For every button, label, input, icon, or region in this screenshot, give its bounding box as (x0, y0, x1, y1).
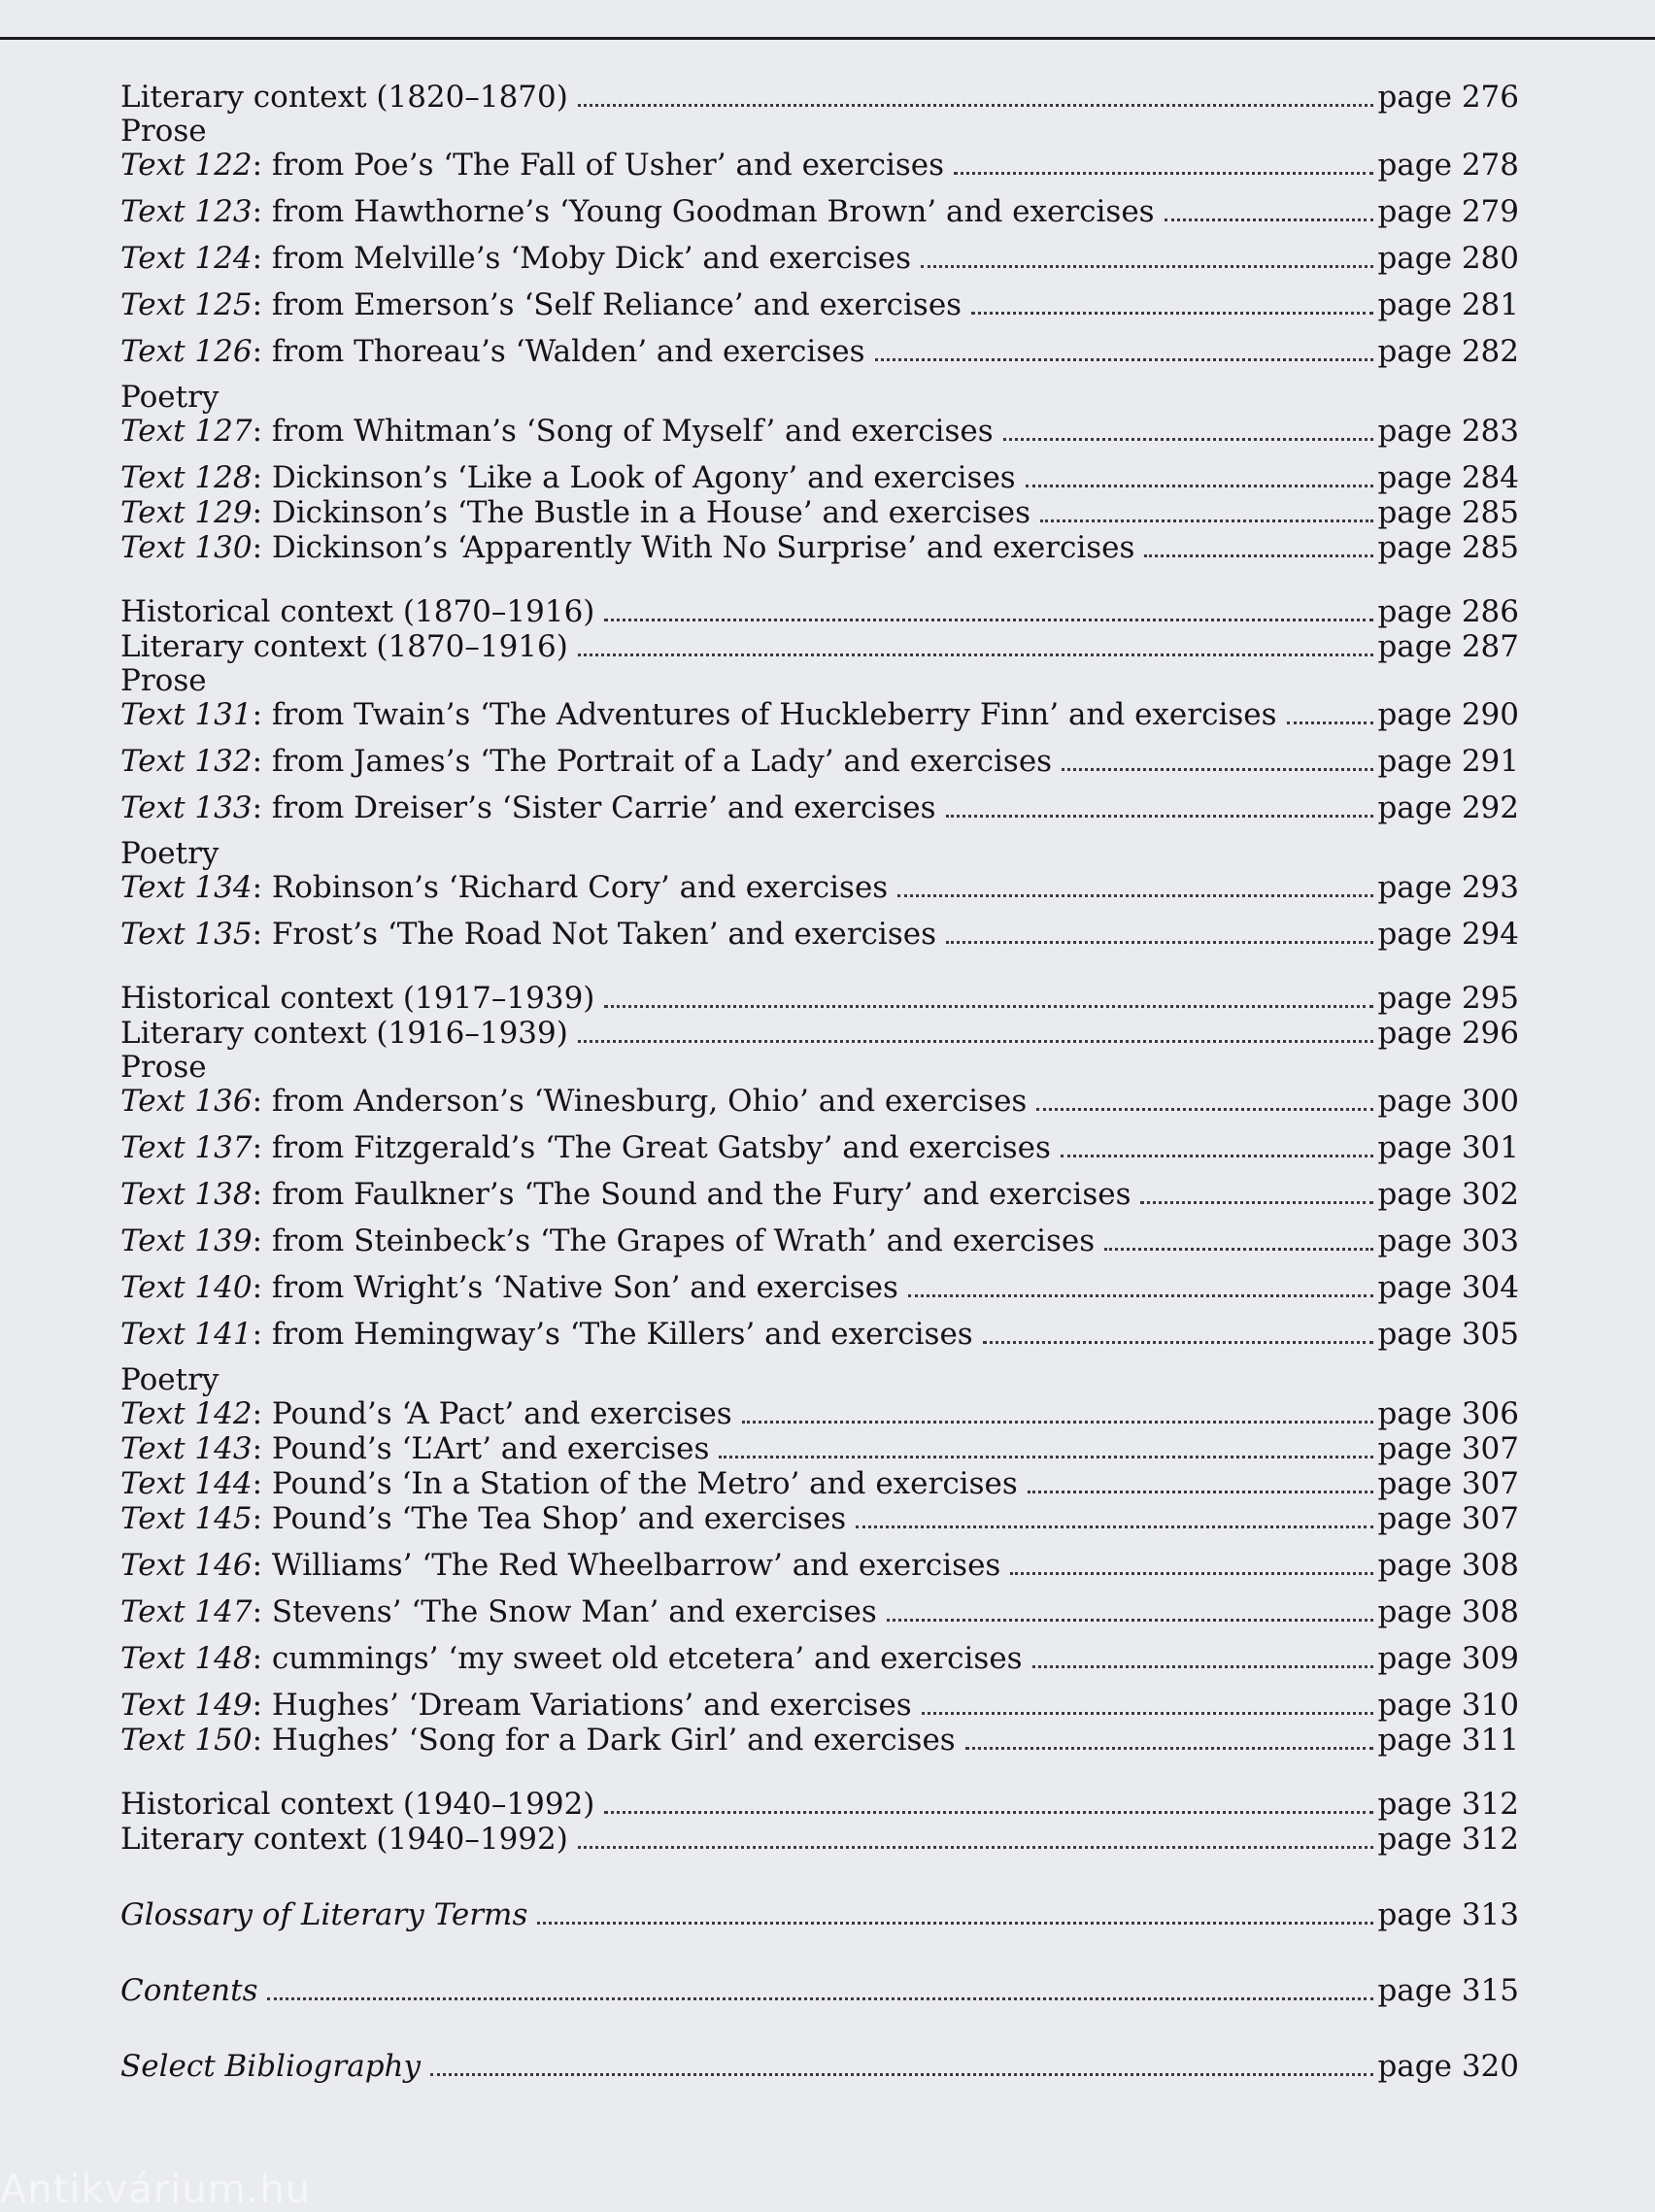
page-number: page 300 (1377, 1084, 1519, 1119)
entry-label: Literary context (1870–1916) (120, 629, 568, 664)
toc-entry-text-139[interactable] (120, 1223, 1519, 1258)
page-number: page 312 (1377, 1787, 1519, 1822)
entry-title (120, 495, 1030, 530)
text-number: Text 147 (120, 1594, 253, 1629)
entry-description: : Pound’s ‘The Tea Shop’ and exercises (252, 1501, 847, 1536)
dot-leader (604, 619, 1373, 621)
toc-entry-text-128[interactable] (120, 460, 1519, 495)
entry-title (120, 334, 865, 369)
entry-title (120, 194, 1155, 229)
page-number: page 295 (1377, 981, 1519, 1016)
dot-leader (921, 265, 1373, 268)
entry-label: Select Bibliography (120, 2049, 422, 2084)
entry-description: : cummings’ ‘my sweet old etcetera’ and exercises (252, 1641, 1023, 1676)
dot-leader (954, 172, 1373, 175)
toc-entry-text-125[interactable] (120, 287, 1519, 322)
entry-title (120, 870, 888, 905)
entry-title (120, 1177, 1131, 1212)
entry-title (120, 1130, 1051, 1165)
toc-entry-bibliography[interactable] (120, 2049, 1519, 2084)
page-number: page 304 (1377, 1270, 1519, 1305)
entry-description: : Stevens’ ‘The Snow Man’ and exercises (252, 1594, 877, 1629)
section-heading-prose: Prose (120, 1050, 207, 1085)
entry-description: : Dickinson’s ‘Apparently With No Surprise’ and exercises (252, 530, 1135, 565)
page-number: page 279 (1377, 194, 1519, 229)
toc-entry-text-137[interactable] (120, 1130, 1519, 1165)
page-number: page 308 (1377, 1548, 1519, 1583)
entry-title (120, 530, 1134, 565)
toc-entry-text-135[interactable] (120, 917, 1519, 952)
entry-title (120, 241, 911, 276)
text-number: Text 144 (120, 1466, 253, 1501)
page-number: page 313 (1377, 1897, 1519, 1932)
section-heading-prose: Prose (120, 114, 207, 149)
text-number: Text 143 (120, 1431, 253, 1466)
toc-entry-glossary[interactable] (120, 1897, 1519, 1932)
dot-leader (908, 1294, 1374, 1297)
text-number: Text 142 (120, 1396, 253, 1431)
toc-entry-text-122[interactable] (120, 148, 1519, 183)
dot-leader (1287, 721, 1374, 724)
text-number: Text 122 (120, 148, 253, 183)
dot-leader (1003, 438, 1374, 441)
dot-leader (430, 2073, 1373, 2076)
entry-description: : from Wright’s ‘Native Son’ and exercises (252, 1270, 898, 1305)
text-number: Text 145 (120, 1501, 253, 1536)
entry-description: : from Emerson’s ‘Self Reliance’ and exercises (252, 287, 963, 322)
toc-entry-text-126[interactable] (120, 334, 1519, 369)
entry-title (120, 1270, 898, 1305)
toc-entry-text-142[interactable] (120, 1396, 1519, 1431)
text-number: Text 149 (120, 1688, 253, 1723)
text-number: Text 126 (120, 334, 253, 369)
entry-label: Literary context (1940–1992) (120, 1822, 568, 1857)
entry-label: Historical context (1870–1916) (120, 594, 595, 629)
entry-description: : Williams’ ‘The Red Wheelbarrow’ and exercises (252, 1548, 1001, 1583)
entry-description: : Frost’s ‘The Road Not Taken’ and exercises (252, 917, 936, 952)
top-rule (0, 37, 1655, 40)
text-number: Text 132 (120, 744, 253, 779)
entry-title (120, 460, 1016, 495)
entry-description: : Hughes’ ‘Dream Variations’ and exercises (252, 1688, 912, 1723)
toc-entry-text-133[interactable] (120, 790, 1519, 825)
toc-entry-historical-context-1940[interactable] (120, 1787, 1519, 1822)
entry-description: : Hughes’ ‘Song for a Dark Girl’ and exercises (252, 1723, 956, 1758)
dot-leader (965, 1747, 1374, 1750)
page-number: page 292 (1377, 790, 1519, 825)
text-number: Text 137 (120, 1130, 253, 1165)
page-number: page 309 (1377, 1641, 1519, 1676)
page-number: page 308 (1377, 1594, 1519, 1629)
dot-leader (604, 1811, 1373, 1814)
entry-description: : from Melville’s ‘Moby Dick’ and exercises (252, 241, 911, 276)
toc-entry-text-145[interactable] (120, 1501, 1519, 1536)
page-number: page 306 (1377, 1396, 1519, 1431)
page-number: page 301 (1377, 1130, 1519, 1165)
section-heading-prose: Prose (120, 663, 207, 698)
page-number: page 294 (1377, 917, 1519, 952)
entry-title (120, 917, 936, 952)
dot-leader (897, 894, 1373, 897)
text-number: Text 129 (120, 495, 253, 530)
dot-leader (604, 1005, 1373, 1008)
page-number: page 285 (1377, 530, 1519, 565)
watermark: Antikvárium.hu (0, 2167, 312, 2212)
entry-title (120, 1723, 956, 1758)
entry-title (120, 697, 1277, 732)
dot-leader (578, 104, 1374, 107)
entry-title (120, 1501, 846, 1536)
dot-leader (1032, 1665, 1374, 1668)
section-heading-poetry: Poetry (120, 1362, 220, 1397)
page-number: page 307 (1377, 1501, 1519, 1536)
toc-entry-text-130[interactable] (120, 530, 1519, 565)
toc-entry-text-134[interactable] (120, 870, 1519, 905)
entry-description: : from Whitman’s ‘Song of Myself’ and exercises (252, 414, 994, 449)
page-number: page 282 (1377, 334, 1519, 369)
entry-description: : Dickinson’s ‘Like a Look of Agony’ and exercises (252, 460, 1016, 495)
dot-leader (983, 1341, 1374, 1344)
toc-entry-text-123[interactable] (120, 194, 1519, 229)
dot-leader (719, 1456, 1373, 1458)
dot-leader (1028, 1491, 1374, 1493)
text-number: Text 141 (120, 1317, 253, 1352)
page-number: page 291 (1377, 744, 1519, 779)
dot-leader (946, 815, 1374, 818)
section-heading-poetry: Poetry (120, 836, 220, 871)
page-number: page 280 (1377, 241, 1519, 276)
entry-description: : from Fitzgerald’s ‘The Great Gatsby’ and exercises (252, 1130, 1051, 1165)
dot-leader (1040, 519, 1373, 522)
entry-description: : from Steinbeck’s ‘The Grapes of Wrath’ and exercises (252, 1223, 1096, 1258)
toc-entry-text-138[interactable] (120, 1177, 1519, 1212)
entry-title (120, 1688, 912, 1723)
toc-entry-text-129[interactable] (120, 495, 1519, 530)
dot-leader (1062, 768, 1373, 771)
dot-leader (875, 358, 1374, 361)
entry-description: : Dickinson’s ‘The Bustle in a House’ and exercises (252, 495, 1031, 530)
toc-entry-historical-context-1870[interactable] (120, 594, 1519, 629)
dot-leader (537, 1922, 1373, 1925)
text-number: Text 124 (120, 241, 253, 276)
entry-title (120, 148, 944, 183)
dot-leader (1036, 1108, 1373, 1111)
page-number: page 302 (1377, 1177, 1519, 1212)
entry-description: : from Faulkner’s ‘The Sound and the Fury’ and exercises (252, 1177, 1131, 1212)
text-number: Text 139 (120, 1223, 253, 1258)
dot-leader (578, 1040, 1374, 1043)
toc-entry-text-148[interactable] (120, 1641, 1519, 1676)
toc-entry-text-146[interactable] (120, 1548, 1519, 1583)
page-number: page 307 (1377, 1431, 1519, 1466)
toc-entry-text-144[interactable] (120, 1466, 1519, 1501)
entry-title (120, 1466, 1018, 1501)
dot-leader (267, 1997, 1373, 2000)
toc-entry-literary-context-1916[interactable] (120, 1016, 1519, 1051)
toc-entry-literary-context-1940[interactable] (120, 1822, 1519, 1857)
page-number: page 296 (1377, 1016, 1519, 1051)
entry-title (120, 744, 1052, 779)
toc-entry-text-132[interactable] (120, 744, 1519, 779)
text-number: Text 127 (120, 414, 253, 449)
page-number: page 286 (1377, 594, 1519, 629)
page-number: page 320 (1377, 2049, 1519, 2084)
page-number: page 284 (1377, 460, 1519, 495)
text-number: Text 128 (120, 460, 253, 495)
entry-description: : from Hawthorne’s ‘Young Goodman Brown’ and exercises (252, 194, 1155, 229)
toc-entry-text-143[interactable] (120, 1431, 1519, 1466)
entry-description: : Pound’s ‘A Pact’ and exercises (252, 1396, 732, 1431)
entry-label: Historical context (1940–1992) (120, 1787, 595, 1822)
page-number: page 307 (1377, 1466, 1519, 1501)
text-number: Text 134 (120, 870, 253, 905)
page-number: page 290 (1377, 697, 1519, 732)
dot-leader (578, 654, 1374, 656)
toc-entry-text-141[interactable] (120, 1317, 1519, 1352)
page-number: page 305 (1377, 1317, 1519, 1352)
entry-title (120, 1223, 1095, 1258)
entry-title (120, 790, 936, 825)
text-number: Text 123 (120, 194, 253, 229)
page-number: page 276 (1377, 80, 1519, 115)
text-number: Text 133 (120, 790, 253, 825)
entry-label: Literary context (1820–1870) (120, 80, 568, 115)
page-number: page 278 (1377, 148, 1519, 183)
dot-leader (946, 941, 1373, 944)
text-number: Text 150 (120, 1723, 253, 1758)
entry-title (120, 1396, 732, 1431)
entry-description: : from James’s ‘The Portrait of a Lady’ and exercises (252, 744, 1053, 779)
entry-title (120, 1594, 877, 1629)
text-number: Text 136 (120, 1084, 253, 1119)
dot-leader (1061, 1155, 1374, 1157)
dot-leader (922, 1712, 1374, 1715)
page-number: page 293 (1377, 870, 1519, 905)
dot-leader (1165, 218, 1374, 221)
dot-leader (971, 312, 1373, 315)
text-number: Text 135 (120, 917, 253, 952)
text-number: Text 125 (120, 287, 253, 322)
entry-label: Literary context (1916–1939) (120, 1016, 568, 1051)
page-number: page 312 (1377, 1822, 1519, 1857)
entry-description: : Pound’s ‘L’Art’ and exercises (252, 1431, 710, 1466)
dot-leader (1104, 1248, 1373, 1251)
page-number: page 287 (1377, 629, 1519, 664)
toc-entry-text-131[interactable] (120, 697, 1519, 732)
entry-description: : from Twain’s ‘The Adventures of Huckleberry Finn’ and exercises (252, 697, 1277, 732)
toc-entry-literary-context-1870[interactable] (120, 629, 1519, 664)
entry-description: : from Poe’s ‘The Fall of Usher’ and exercises (252, 148, 945, 183)
text-number: Text 148 (120, 1641, 253, 1676)
page-number: page 303 (1377, 1223, 1519, 1258)
toc-entry-contents[interactable] (120, 1973, 1519, 2008)
toc-entry-text-150[interactable] (120, 1723, 1519, 1758)
dot-leader (1010, 1572, 1373, 1575)
text-number: Text 131 (120, 697, 253, 732)
table-of-contents (120, 80, 1519, 2084)
page-number: page 310 (1377, 1688, 1519, 1723)
entry-title (120, 414, 994, 449)
entry-title (120, 1548, 1000, 1583)
dot-leader (887, 1619, 1374, 1622)
entry-description: : Robinson’s ‘Richard Cory’ and exercises (252, 870, 889, 905)
toc-entry-text-149[interactable] (120, 1688, 1519, 1723)
entry-title (120, 1084, 1027, 1119)
text-number: Text 140 (120, 1270, 253, 1305)
entry-title (120, 287, 962, 322)
entry-label: Historical context (1917–1939) (120, 981, 595, 1016)
dot-leader (856, 1525, 1373, 1528)
entry-description: : Pound’s ‘In a Station of the Metro’ and exercises (252, 1466, 1018, 1501)
entry-label: Glossary of Literary Terms (120, 1897, 528, 1932)
entry-description: : from Anderson’s ‘Winesburg, Ohio’ and exercises (252, 1084, 1028, 1119)
toc-entry-text-124[interactable] (120, 241, 1519, 276)
entry-title (120, 1431, 709, 1466)
page-number: page 315 (1377, 1973, 1519, 2008)
toc-entry-text-140[interactable] (120, 1270, 1519, 1305)
text-number: Text 138 (120, 1177, 253, 1212)
page-number: page 285 (1377, 495, 1519, 530)
section-heading-poetry: Poetry (120, 380, 220, 415)
entry-description: : from Dreiser’s ‘Sister Carrie’ and exercises (252, 790, 936, 825)
entry-label: Contents (120, 1973, 258, 2008)
toc-entry-text-136[interactable] (120, 1084, 1519, 1119)
text-number: Text 130 (120, 530, 253, 565)
toc-entry-text-147[interactable] (120, 1594, 1519, 1629)
entry-title (120, 1317, 973, 1352)
dot-leader (1144, 554, 1373, 557)
page-number: page 281 (1377, 287, 1519, 322)
entry-description: : from Hemingway’s ‘The Killers’ and exercises (252, 1317, 973, 1352)
toc-entry-text-127[interactable] (120, 414, 1519, 449)
entry-description: : from Thoreau’s ‘Walden’ and exercises (252, 334, 865, 369)
dot-leader (1026, 485, 1374, 487)
page-number: page 283 (1377, 414, 1519, 449)
dot-leader (1140, 1201, 1373, 1204)
dot-leader (742, 1421, 1374, 1424)
toc-entry-historical-context-1917[interactable] (120, 981, 1519, 1016)
entry-title (120, 1641, 1023, 1676)
page-number: page 311 (1377, 1723, 1519, 1758)
text-number: Text 146 (120, 1548, 253, 1583)
dot-leader (578, 1846, 1374, 1849)
toc-entry-literary-context-1820[interactable] (120, 80, 1519, 115)
